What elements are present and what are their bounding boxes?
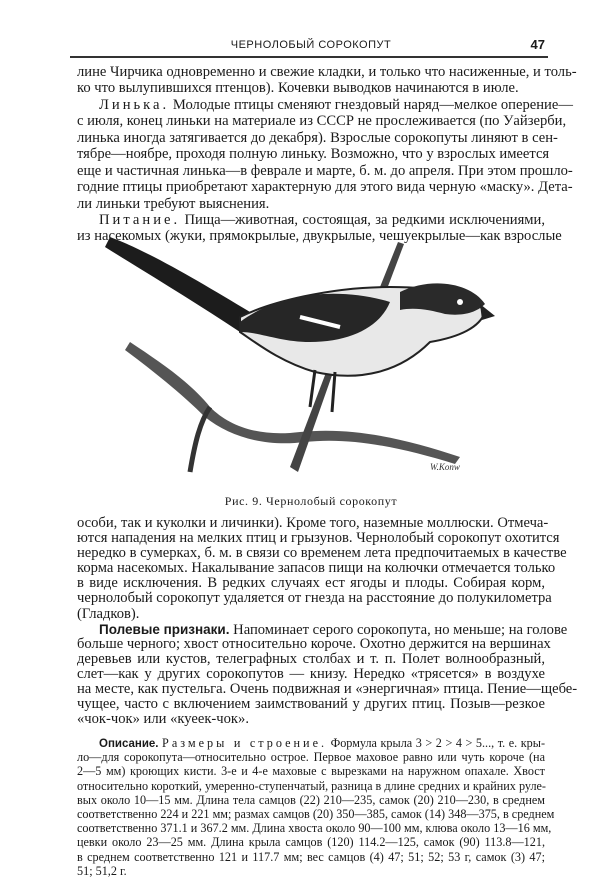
text-line: цевки около 23—25 мм. Длина крыла самцов (120) 114.2—125, самок (90) 113.8—121, [77,835,545,850]
text-line: больше черного; хвост относительно короче. Охотно держится на вершинах [77,635,551,652]
text-line: лине Чирчика одновременно и свежие кладки, и только что насиженные, и толь- [77,64,577,80]
text-line: линька иногда затягивается до декабря). Взрослые сорокопуты линяют в сен- [77,129,558,146]
text-line: особи, так и куколки и личинки). Кроме того, наземные моллюски. Отмеча- [77,515,549,531]
text-line: с июля, конец линьки на материале из СССР не прослеживается (по Уайзерби, [77,113,567,130]
text-line: ются нападения на мелких птиц и грызунов. Чернолобый сорокопут охотится [77,530,560,547]
text-line: соответственно 224 и 221 мм; размах самцов (20) 350—385, самок (14) 348—375, в среднем [77,806,555,821]
text-line: чущее, часто с включением заимствований у других птиц. Позыв—резкое [77,696,545,713]
text-line: Линька. Молодые птицы сменяют гнездовый наряд—мелкое оперение— [99,96,573,113]
text-line: ло—для сорокопута—относительно острое. Первое маховое равно или чуть короче (на [77,750,545,765]
text-line: ли линьки требуют выяснения. [77,195,270,212]
section-heading-description: Описание. [99,738,159,750]
running-title: ЧЕРНОЛОБЫЙ СОРОКОПУТ [230,39,392,51]
text-line: соответственно 371.1 и 367.2 мм. Длина хвоста около 90—100 мм, клюва около 13—16 мм, [77,821,552,836]
text-line: на месте, как пустельга. Очень подвижная и «энергичная» птица. Пение—щебе- [77,681,578,698]
text-line: (Гладков). [77,605,140,622]
artist-signature: W.Konw [430,462,460,472]
header-rule [70,56,548,58]
text-line: ко что вылупившихся птенцов). Кочевки выводков начинаются в июле. [77,80,519,97]
figure-caption: Рис. 9. Чернолобый сорокопут [224,494,398,508]
text-line: нередко в сумерках, б. м. в связи со временем лета предпочитаемых в качестве [77,545,567,562]
section-heading-field: Полевые признаки. [99,621,230,637]
text-block-top [77,64,577,245]
text-line: 51; 51,2 г. [77,863,127,878]
text-line: чернолобый сорокопут удаляется от гнезда на расстояние до полукилометра [77,590,552,607]
page-number: 47 [530,37,545,52]
text-line: слет—как у других сорокопутов — книзу. Нередко «трясется» в воздухе [77,665,545,682]
text-line: годние птицы приобретают характерную для этого вида черную «маску». Дета- [77,179,573,196]
text-line: 2—5 мм) кроющих кисти. 3-е и 4-е маховые с вырезками на наружном опахале. Хвост [77,764,545,779]
text-line: еще и частичная линька—в феврале и марте, б. м. до апреля. При этом прошло- [77,162,573,179]
text-line: относительно короткий, умеренно-ступенчатый, разница в длине средних и крайних руле- [77,778,546,793]
text-line: корма насекомых. Накалывание запасов пищи на колючки отмечается только [77,560,556,577]
text-line: в виде исключения. В редких случаях ест ягоды и плоды. Собирая корм, [77,575,545,592]
shrike-illustration [100,232,500,487]
text-line: Описание. Размеры и строение. Формула крыла 3 > 2 > 4 > 5..., т. е. кры- [99,736,546,750]
text-block-food-continued [77,515,578,728]
text-line: Полевые признаки. Напоминает серого сорокопута, но меньше; на голове [99,621,568,638]
text-block-description [77,736,555,878]
text-line: в среднем соответственно 121 и 117.7 мм; вес самцов (4) 47; 51; 52; 53 г, самок (3) 47; [77,849,545,864]
section-heading-food: Питание. [99,211,181,228]
text-line: из насекомых (жуки, прямокрылые, двукрылые, чешуекрылые—как взрослые [77,228,562,245]
running-header [77,37,545,53]
text-line: Питание. Пища—животная, состоящая, за редкими исключениями, [99,211,546,228]
text-line: деревьев или кустов, телеграфных столбах и т. п. Полет волнообразный, [77,650,545,667]
text-line: тябре—ноябре, проходя полную линьку. Возможно, что у взрослых имеется [77,146,550,163]
section-heading-molt: Линька. [99,96,170,113]
text-line: «чок-чок» или «куеек-чок». [77,711,249,728]
text-line: вых около 10—15 мм. Длина тела самцов (22) 210—235, самок (20) 210—230, в среднем [77,792,545,807]
